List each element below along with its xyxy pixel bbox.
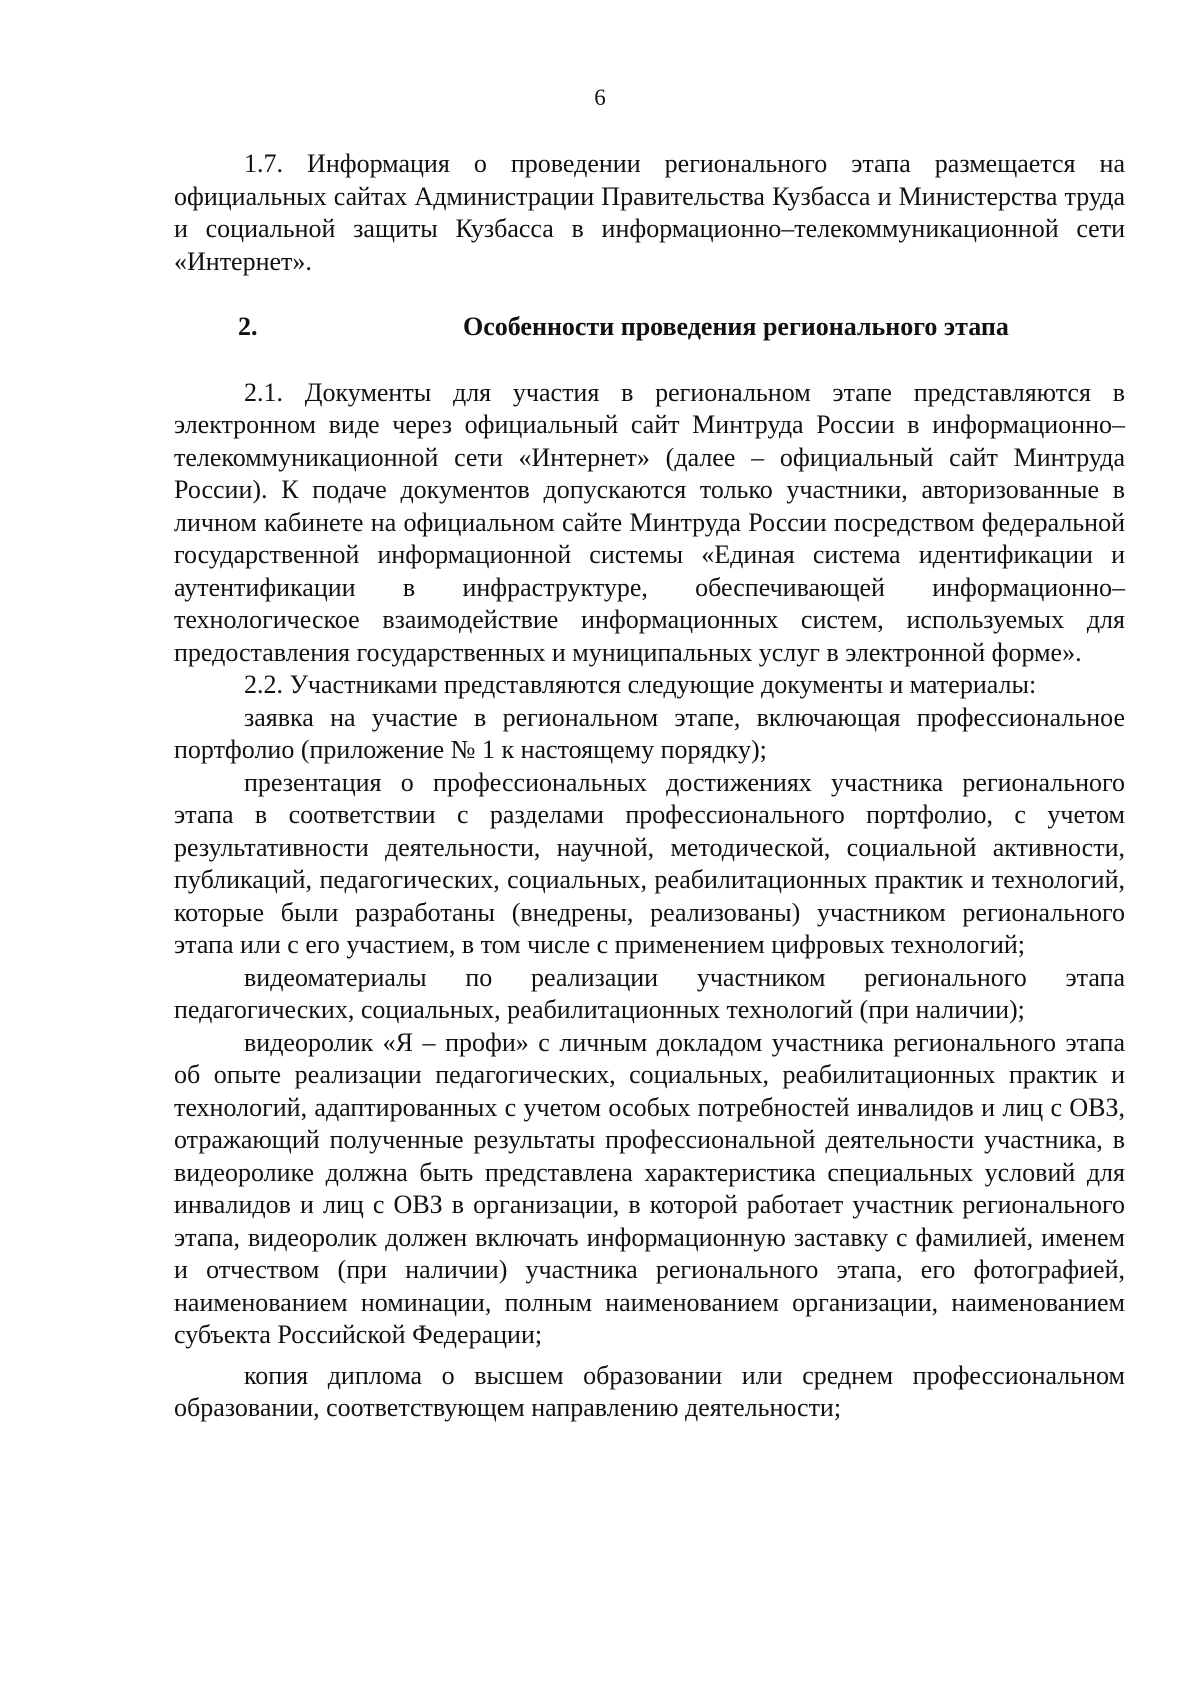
- section-number: 2.: [238, 312, 258, 341]
- page-number: 6: [594, 85, 606, 110]
- list-item-video-materials: видеоматериалы по реализации участником регионального этапа педагогических, социальных, реабилитационных технологий (при наличии);: [174, 962, 1125, 1024]
- list-item-presentation: презентация о профессиональных достижениях участника регионального этапа в соответствии с разделами профессионального портфолио, с учетом результативности деятельности, научной, методической, социальной активности, публикаций, педагогических, социальных, реабилитационных практик и технологий, которые были разработаны (внедрены, реализованы) участником регионального этапа или с его участием, в том числе с применением цифровых технологий;: [174, 767, 1125, 959]
- list-item-diploma-copy: копия диплома о высшем образовании или среднем профессиональном образовании, соответствующем направлению деятельности;: [174, 1360, 1125, 1422]
- section-title: Особенности проведения регионального этапа: [463, 312, 1009, 341]
- list-item-video-profi: видеоролик «Я – профи» с личным докладом участника регионального этапа об опыте реализации педагогических, социальных, реабилитационных практик и технологий, адаптированных с учетом особых потребностей инвалидов и лиц с ОВЗ, отражающий полученные результаты профессиональной деятельности участника, в видеоролике должна быть представлена характеристика специальных условий для инвалидов и лиц с ОВЗ в организации, в которой работает участник регионального этапа, видеоролик должен включать информационную заставку с фамилией, именем и отчеством (при наличии) участника регионального этапа, его фотографией, наименованием номинации, полным наименованием организации, наименованием субъекта Российской Федерации;: [174, 1027, 1125, 1349]
- list-item-application: заявка на участие в региональном этапе, включающая профессиональное портфолио (приложение № 1 к настоящему порядку);: [174, 702, 1125, 764]
- paragraph-2-2: 2.2. Участниками представляются следующие документы и материалы:: [244, 670, 1037, 699]
- document-body: [174, 148, 1125, 1425]
- paragraph-1-7: 1.7. Информация о проведении регионального этапа размещается на официальных сайтах Администрации Правительства Кузбасса и Министерства труда и социальной защиты Кузбасса в информационно–телекоммуникационной сети «Интернет».: [174, 149, 1125, 276]
- section-heading: [174, 311, 1125, 344]
- paragraph-2-1: 2.1. Документы для участия в региональном этапе представляются в электронном виде через официальный сайт Минтруда России в информационно–телекоммуникационной сети «Интернет» (далее – официальный сайт Минтруда России). К подаче документов допускаются только участники, авторизованные в личном кабинете на официальном сайте Минтруда России посредством федеральной государственной информационной системы «Единая система идентификации и аутентификации в инфраструктуре, обеспечивающей информационно–технологическое взаимодействие информационных систем, используемых для предоставления государственных и муниципальных услуг в электронной форме».: [174, 377, 1125, 667]
